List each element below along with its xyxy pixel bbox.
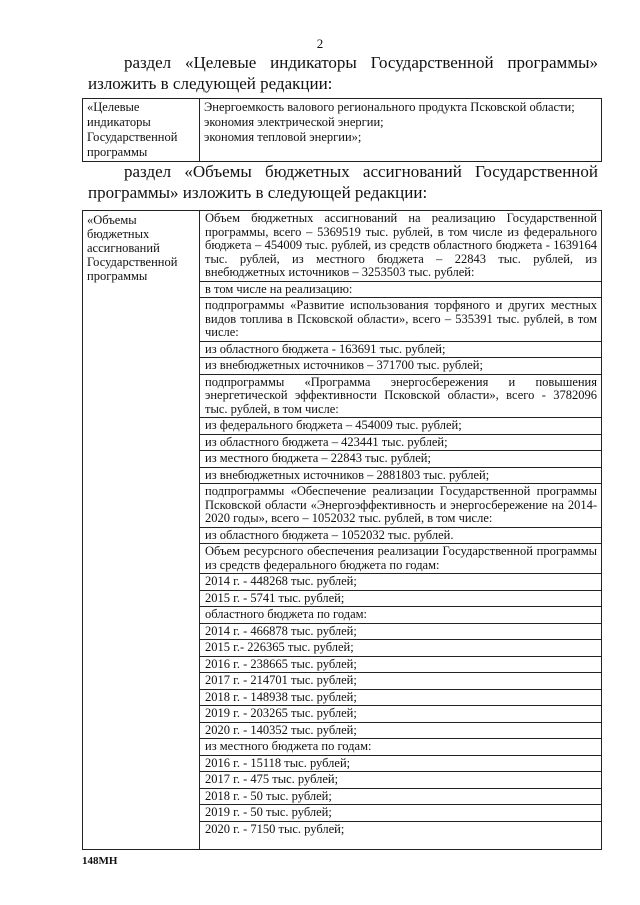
section-indicators-intro-text: раздел «Целевые индикаторы Государственной программы» изложить в следующей редакции:: [88, 53, 598, 93]
indicators-values: [200, 99, 602, 162]
budget-label: «Объемы бюджетных ассигнований Государственной программы: [83, 211, 200, 850]
budget-item: 2017 г. - 214701 тыс. рублей;: [200, 673, 601, 690]
budget-item: из местного бюджета – 22843 тыс. рублей;: [200, 451, 601, 468]
budget-table: [82, 210, 602, 850]
section-budget-intro-text: раздел «Объемы бюджетных ассигнований Государственной программы» изложить в следующей редакции:: [88, 162, 598, 202]
budget-item: из внебюджетных источников – 371700 тыс. рублей;: [200, 358, 601, 375]
budget-item: 2016 г. - 238665 тыс. рублей;: [200, 657, 601, 674]
budget-item: 2019 г. - 50 тыс. рублей;: [200, 805, 601, 822]
budget-item: из областного бюджета - 163691 тыс. рублей;: [200, 342, 601, 359]
budget-item: Объем ресурсного обеспечения реализации Государственной программы из средств федерального бюджета по годам:: [200, 544, 601, 574]
budget-item: в том числе на реализацию:: [200, 282, 601, 299]
budget-item: 2018 г. - 148938 тыс. рублей;: [200, 690, 601, 707]
budget-item: 2015 г. - 5741 тыс. рублей;: [200, 591, 601, 608]
budget-item: Объем бюджетных ассигнований на реализацию Государственной программы, всего – 5369519 тыс. рублей, в том числе из федерального бюджета – 454009 тыс. рублей, из средств областного бюджета - 1639164 тыс. рублей, из местного бюджета – 22843 тыс. рублей, из внебюджетных источников – 3253503 тыс. рублей:: [200, 211, 601, 282]
budget-item: из местного бюджета по годам:: [200, 739, 601, 756]
budget-item: из областного бюджета – 1052032 тыс. рублей.: [200, 528, 601, 545]
section-budget-intro: [88, 161, 598, 203]
budget-item: 2017 г. - 475 тыс. рублей;: [200, 772, 601, 789]
budget-item: 2015 г.- 226365 тыс. рублей;: [200, 640, 601, 657]
budget-item: 2020 г. - 140352 тыс. рублей;: [200, 723, 601, 740]
budget-item: 2020 г. - 7150 тыс. рублей;: [205, 821, 345, 836]
budget-item: областного бюджета по годам:: [200, 607, 601, 624]
budget-item: подпрограммы «Программа энергосбережения и повышения энергетической эффективности Псковской области», всего - 3782096 тыс. рублей, в том числе:: [200, 375, 601, 419]
budget-row: [83, 211, 602, 850]
budget-item: 2014 г. - 448268 тыс. рублей;: [200, 574, 601, 591]
budget-item: подпрограммы «Развитие использования торфяного и других местных видов топлива в Псковской области», всего – 535391 тыс. рублей, в том числе:: [200, 298, 601, 342]
budget-content: [200, 211, 602, 850]
budget-item: из внебюджетных источников – 2881803 тыс. рублей;: [200, 468, 601, 485]
indicator-line: Энергоемкость валового регионального продукта Псковской области;: [204, 100, 575, 114]
budget-item: из областного бюджета – 423441 тыс. рублей;: [200, 435, 601, 452]
budget-item: 2016 г. - 15118 тыс. рублей;: [200, 756, 601, 773]
indicators-table: [82, 98, 602, 162]
indicators-label: «Целевые индикаторы Государственной программы: [83, 99, 200, 162]
indicator-line: экономия электрической энергии;: [204, 115, 384, 129]
indicator-line: экономия тепловой энергии»;: [204, 130, 362, 144]
budget-item: 2014 г. - 466878 тыс. рублей;: [200, 624, 601, 641]
budget-item: 2018 г. - 50 тыс. рублей;: [200, 789, 601, 806]
page-number: 2: [316, 36, 324, 51]
indicators-row: [83, 99, 602, 162]
budget-item: 2019 г. - 203265 тыс. рублей;: [200, 706, 601, 723]
document-code: 148МН: [82, 855, 118, 867]
budget-item: подпрограммы «Обеспечение реализации Государственной программы Псковской области «Энергоэффективность и энергосбережение на 2014-2020 годы», всего – 1052032 тыс. рублей, в том числе:: [200, 484, 601, 528]
budget-item: из федерального бюджета – 454009 тыс. рублей;: [200, 418, 601, 435]
section-indicators-intro: [88, 52, 598, 94]
